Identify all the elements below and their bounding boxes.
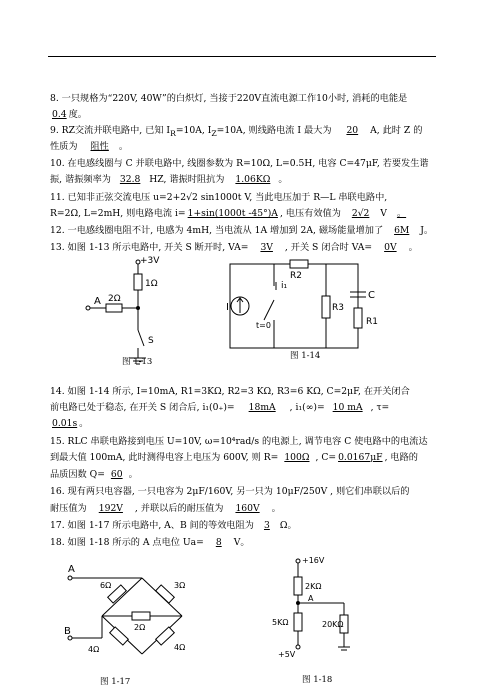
figure-1-17: [58, 558, 208, 676]
answer-blank: 0.01s: [52, 418, 78, 429]
svg-text:A: A: [308, 594, 314, 603]
svg-text:+16V: +16V: [302, 556, 325, 565]
svg-text:t=0: t=0: [256, 321, 271, 330]
svg-text:20KΩ: 20KΩ: [322, 620, 344, 629]
resistor-5k: [294, 613, 302, 631]
question-9-line2: 性质为 阻性 。: [50, 141, 129, 152]
figure-1-17-caption: 图 1-17: [100, 677, 131, 687]
question-16-line1: 16. 现有两只电容器, 一只电容为 2μF/160V, 另一只为 10μF/250V , 则它们串联以后的: [50, 486, 410, 497]
answer-blank: 20: [346, 125, 359, 136]
answer-blank: 2√2: [351, 208, 370, 219]
resistor-4ohm-left: [110, 627, 129, 645]
switch-s: [138, 330, 144, 346]
svg-text:+5V: +5V: [278, 650, 296, 659]
question-15-line3: 品质因数 Q= 60 。: [50, 469, 138, 480]
svg-text:A: A: [68, 564, 75, 575]
answer-blank: 阻性: [90, 141, 109, 152]
node-a-terminal-icon: [68, 576, 72, 580]
answer-blank: 3V: [260, 242, 273, 253]
question-10-line1: 10. 在电感线圈与 C 并联电路中, 线圈参数为 R=10Ω, L=0.5H, 电容 C=47μF, 若要发生谐: [50, 158, 429, 169]
answer-blank: 1+sin(1000t -45°)A: [187, 208, 278, 219]
question-15-line2: 到最大值 100mA, 此时测得电容上电压为 600V, 则 R= 100Ω , C= 0.0167μF , 电路的: [50, 452, 418, 463]
svg-text:B: B: [64, 626, 71, 637]
answer-blank: 6M: [394, 225, 410, 236]
question-15-line1: 15. RLC 串联电路接到电压 U=10V, ω=10⁴rad/s 的电源上, 调节电容 C 使电路中的电流达: [50, 436, 428, 447]
resistor-2ohm: [132, 612, 150, 620]
svg-text:2Ω: 2Ω: [108, 294, 121, 304]
figure-1-13-caption: 图 1-13: [122, 357, 153, 367]
svg-text:I: I: [226, 302, 229, 313]
figure-1-13: [78, 250, 198, 368]
switch-s: [264, 300, 274, 320]
svg-text:2Ω: 2Ω: [134, 623, 146, 632]
terminal-node-icon: [296, 645, 300, 649]
answer-blank: 0V: [384, 242, 397, 253]
question-9-line1: 9. RZ交流并联电路中, 已知 $I_R=10A$, $I_Z=10A$, 则线路电流 I 最大为 20 A, 此时 Z 的: [50, 125, 423, 138]
svg-text:4Ω: 4Ω: [88, 645, 100, 654]
figure-1-14: [226, 258, 386, 354]
answer-blank: 18mA: [248, 402, 276, 413]
question-8-line1: 8. 一只规格为“220V, 40W”的白炽灯, 当接于220V直流电源工作10小时, 消耗的电能是: [50, 93, 408, 104]
resistor-2ohm: [106, 304, 122, 312]
svg-text:R1: R1: [366, 317, 378, 327]
resistor-r2: [290, 260, 308, 268]
resistor-r3: [322, 296, 330, 318]
svg-text:A: A: [94, 296, 101, 307]
answer-blank: 1.06KΩ: [235, 174, 271, 185]
answer-blank: 0.0167μF: [338, 452, 383, 463]
question-18-line1: 18. 如图 1-18 所示的 A 点电位 Ua= 8 V。: [50, 537, 250, 548]
answer-blank: 100Ω: [284, 452, 310, 463]
question-13-line1: 13. 如图 1-13 所示电路中, 开关 S 断开时, VA= 3V , 开关 S 闭合时 VA= 0V 。: [50, 242, 418, 253]
question-16-line2: 耐压值为 192V , 并联以后的耐压值为 160V 。: [50, 503, 281, 514]
svg-text:S: S: [148, 336, 154, 346]
question-11-line1: 11. 已知非正弦交流电压 u=2+2√2 sin1000t V, 当此电压加于 R—L 串联电路中,: [50, 192, 388, 203]
question-14-line1: 14. 如图 1-14 所示, I=10mA, R1=3KΩ, R2=3 KΩ, R3=6 KΩ, C=2μF, 在开关闭合: [50, 386, 410, 397]
resistor-4ohm-right: [156, 627, 175, 645]
figure-1-14-caption: 图 1-14: [290, 351, 321, 361]
question-14-line3: 0.01s 。: [52, 418, 89, 429]
answer-blank: 8: [215, 537, 222, 548]
answer-blank: 32.8: [119, 174, 141, 185]
svg-text:C: C: [368, 290, 375, 301]
figure-13-voltage-label: +3V: [140, 256, 160, 266]
answer-blank: 60: [110, 469, 123, 480]
question-8-line2: 0.4 度。: [52, 109, 87, 120]
svg-text:2KΩ: 2KΩ: [305, 582, 322, 591]
svg-text:4Ω: 4Ω: [174, 643, 186, 652]
answer-blank: 0.4: [52, 109, 67, 120]
terminal-node-icon: [296, 559, 300, 563]
svg-text:i₁: i₁: [281, 281, 288, 291]
svg-text:R3: R3: [332, 303, 344, 313]
figure-1-18-caption: 图 1-18: [302, 675, 333, 685]
question-17-line1: 17. 如图 1-17 所示电路中, A、B 间的等效电阻为 3 Ω。: [50, 520, 297, 531]
figure-1-18: [272, 553, 382, 665]
answer-blank: 160V: [235, 503, 260, 514]
svg-text:3Ω: 3Ω: [174, 581, 186, 590]
answer-blank: 3: [263, 520, 270, 531]
resistor-1ohm: [134, 274, 142, 290]
resistor-r1: [354, 308, 362, 328]
svg-text:5KΩ: 5KΩ: [272, 618, 289, 627]
svg-text:6Ω: 6Ω: [100, 581, 112, 590]
question-14-line2: 前电路已处于稳态, 在开关 S 闭合后, i₁(0₊)= 18mA , i₁(∞)= 10 mA , τ=: [50, 402, 390, 413]
answer-blank: 192V: [98, 503, 123, 514]
resistor-2k: [294, 577, 302, 595]
question-11-line2: R=2Ω, L=2mH, 则电路电流 i= 1+sin(1000t -45°)A , 电压有效值为 2√2 V 。: [50, 208, 407, 219]
header-rule: [48, 56, 436, 57]
node-a-terminal-icon: [86, 306, 90, 310]
question-10-line2: 振, 谐振频率为 32.8 HZ, 谐振时阻抗为 1.06KΩ 。: [50, 174, 288, 185]
svg-text:R2: R2: [290, 271, 302, 281]
answer-blank: 10 mA: [332, 402, 363, 413]
question-12-line1: 12. 一电感线圈电阻不计, 电感为 4mH, 当电流从 1A 增加到 2A, 磁场能量增加了 6M J。: [50, 225, 434, 236]
svg-text:1Ω: 1Ω: [145, 279, 158, 289]
